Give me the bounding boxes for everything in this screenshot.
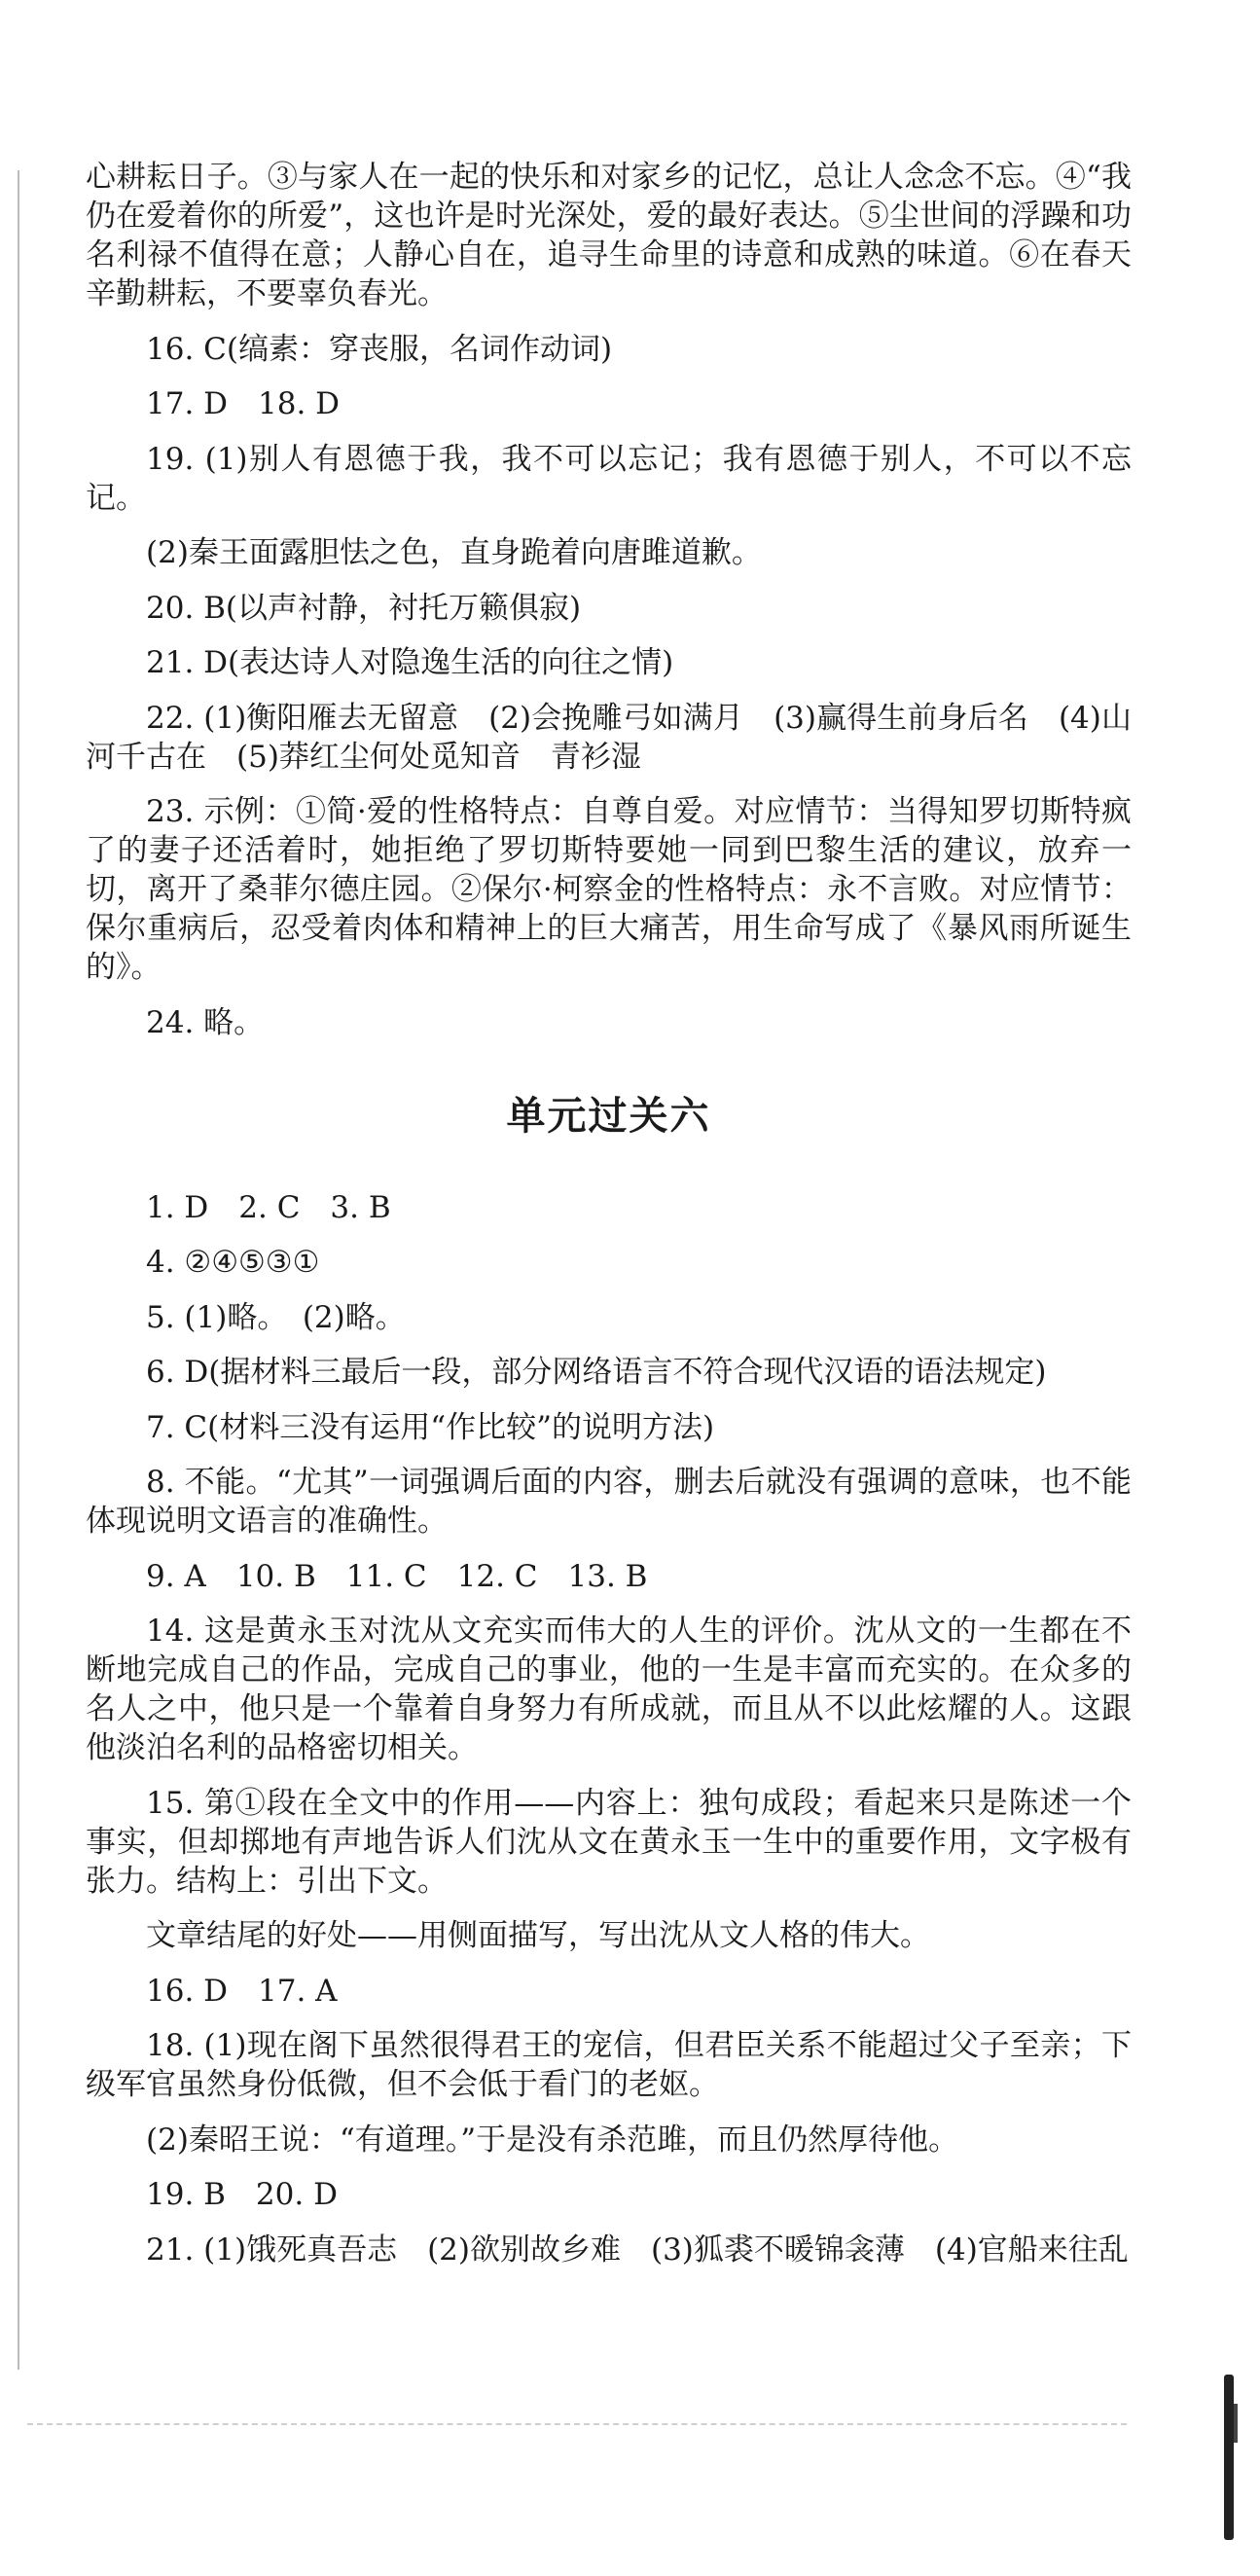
answer-paragraph: 15. 第①段在全文中的作用——内容上：独句成段；看起来只是陈述一个事实，但却掷地有声地告诉人们沈从文在黄永玉一生中的重要作用，文字极有张力。结构上：引出下文。 xyxy=(86,1785,1132,1899)
scan-edge-mark xyxy=(1224,2375,1234,2540)
answer-paragraph: 16. C(缟素：穿丧服，名词作动词) xyxy=(146,331,613,367)
answer-paragraph: (2)秦王面露胆怯之色，直身跪着向唐雎道歉。 xyxy=(146,535,762,570)
answer-paragraph: 19. (1)别人有恩德于我，我不可以忘记；我有恩德于别人，不可以不忘记。 xyxy=(86,441,1132,516)
answer-paragraph: 21. D(表达诗人对隐逸生活的向往之情) xyxy=(146,645,674,680)
unit-six-answers xyxy=(86,1188,1132,2269)
answer-paragraph: 20. B(以声衬静，衬托万籁俱寂) xyxy=(146,590,582,626)
answer-paragraph: 6. D(据材料三最后一段，部分网络语言不符合现代汉语的语法规定) xyxy=(146,1355,1047,1390)
left-margin-line xyxy=(18,170,19,2370)
answer-paragraph: 14. 这是黄永玉对沈从文充实而伟大的人生的评价。沈从文的一生都在不断地完成自己的作品，完成自己的事业，他的一生是丰富而充实的。在众多的名人之中，他只是一个靠着自身努力有所成就，而且从不以此炫耀的人。这跟他淡泊名利的品格密切相关。 xyxy=(86,1614,1132,1765)
answer-paragraph: 21. (1)饿死真吾志 (2)欲别故乡难 (3)狐裘不暖锦衾薄 (4)官船来往乱 xyxy=(146,2231,1129,2268)
answer-page-content xyxy=(86,158,1132,2285)
answer-paragraph: 23. 示例：①简·爱的性格特点：自尊自爱。对应情节：当得知罗切斯特疯了的妻子还活着时，她拒绝了罗切斯特要她一同到巴黎生活的建议，放弃一切，离开了桑菲尔德庄园。②保尔·柯察金的性格特点：永不言败。对应情节：保尔重病后，忍受着肉体和精神上的巨大痛苦，用生命写成了《暴风雨所诞生的》。 xyxy=(86,794,1132,985)
answer-paragraph: 19. B 20. D xyxy=(146,2177,338,2212)
answer-paragraph: 文章结尾的好处——用侧面描写，写出沈从文人格的伟大。 xyxy=(146,1918,930,1953)
answer-paragraph: 24. 略。 xyxy=(146,1004,265,1040)
answer-paragraph: 22. (1)衡阳雁去无留意 (2)会挽雕弓如满月 (3)赢得生前身后名 (4)山河千古在 (5)莽红尘何处觅知音 青衫湿 xyxy=(86,700,1132,775)
section-title: 单元过关六 xyxy=(506,1093,711,1139)
answer-paragraph: 17. D 18. D xyxy=(146,386,341,421)
answer-paragraph: 4. ②④⑤③① xyxy=(146,1245,320,1280)
answer-paragraph: 9. A 10. B 11. C 12. C 13. B xyxy=(146,1558,648,1594)
previous-unit-answers xyxy=(86,158,1132,1042)
bottom-divider xyxy=(27,2423,1127,2425)
answer-paragraph: (2)秦昭王说：“有道理。”于是没有杀范雎，而且仍然厚待他。 xyxy=(146,2122,959,2158)
answer-paragraph: 16. D 17. A xyxy=(146,1973,338,2009)
answer-paragraph: 7. C(材料三没有运用“作比较”的说明方法) xyxy=(146,1409,715,1445)
answer-paragraph: 18. (1)现在阁下虽然很得君王的宠信，但君臣关系不能超过父子至亲；下级军官虽然身份低微，但不会低于看门的老妪。 xyxy=(86,2028,1132,2102)
answer-paragraph: 8. 不能。“尤其”一词强调后面的内容，删去后就没有强调的意味，也不能体现说明文语言的准确性。 xyxy=(86,1465,1132,1539)
answer-paragraph: 5. (1)略。 (2)略。 xyxy=(146,1299,406,1335)
answer-paragraph: 心耕耘日子。③与家人在一起的快乐和对家乡的记忆，总让人念念不忘。④“我仍在爱着你的所爱”，这也许是时光深处，爱的最好表达。⑤尘世间的浮躁和功名利禄不值得在意；人静心自在，追寻生命里的诗意和成熟的味道。⑥在春天辛勤耕耘，不要辜负春光。 xyxy=(86,160,1132,311)
answer-paragraph: 1. D 2. C 3. B xyxy=(146,1189,391,1225)
scan-edge-mark-small xyxy=(1234,2404,1238,2443)
